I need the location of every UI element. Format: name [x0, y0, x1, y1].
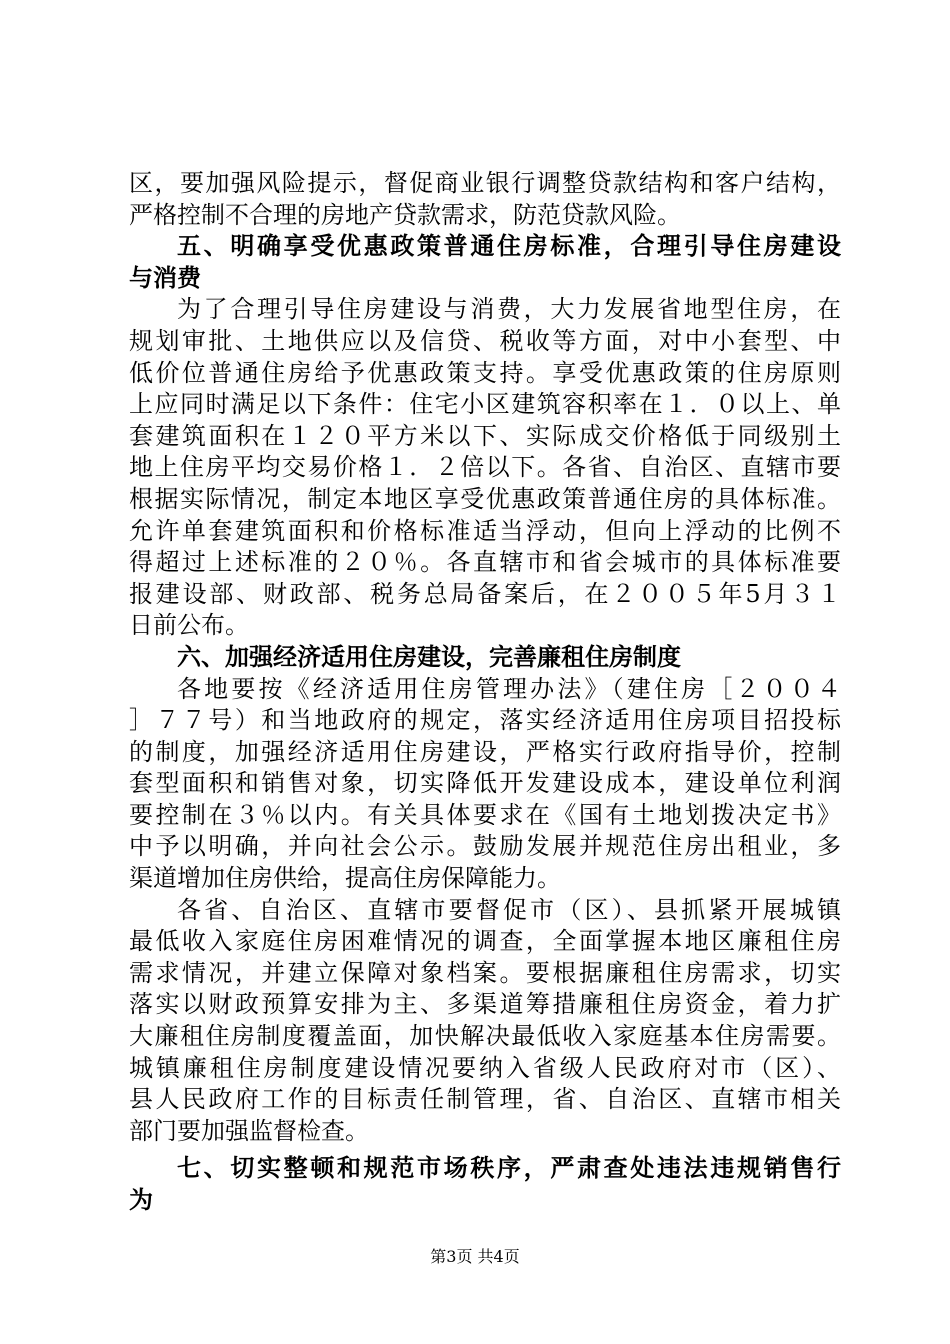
- paragraph-line: 的制度，加强经济适用住房建设，严格实行政府指导价，控制: [129, 737, 841, 766]
- paragraph-line: 大廉租住房制度覆盖面，加快解决最低收入家庭基本住房需要。: [129, 1022, 841, 1051]
- paragraph-line: 渠道增加住房供给，提高住房保障能力。: [129, 864, 561, 893]
- page-footer: 第3页 共4页: [430, 1247, 520, 1266]
- section-heading-line: 七、切实整顿和规范市场秩序，严肃查处违法违规销售行: [177, 1154, 841, 1183]
- paragraph-line: ］７７号）和当地政府的规定，落实经济适用住房项目招投标: [129, 706, 841, 735]
- paragraph-line: 低价位普通住房给予优惠政策支持。享受优惠政策的住房原则: [129, 358, 841, 387]
- paragraph-line: 得超过上述标准的２０％。各直辖市和省会城市的具体标准要: [129, 548, 841, 577]
- paragraph-line: 允许单套建筑面积和价格标准适当浮动，但向上浮动的比例不: [129, 516, 841, 545]
- paragraph-line: 需求情况，并建立保障对象档案。要根据廉租住房需求，切实: [129, 958, 841, 987]
- paragraph-line: 部门要加强监督检查。: [129, 1116, 369, 1145]
- paragraph-line: 规划审批、土地供应以及信贷、税收等方面，对中小套型、中: [129, 326, 841, 355]
- section-heading-line: 与消费: [129, 263, 201, 292]
- section-heading-line: 五、明确享受优惠政策普通住房标准，合理引导住房建设: [177, 232, 841, 261]
- paragraph-line: 套型面积和销售对象，切实降低开发建设成本，建设单位利润: [129, 769, 841, 798]
- document-body: [129, 168, 841, 1217]
- paragraph-line: 为了合理引导住房建设与消费，大力发展省地型住房，在: [177, 295, 841, 324]
- section-heading-line: 为: [129, 1186, 153, 1214]
- paragraph-line: 地上住房平均交易价格１．２倍以下。各省、自治区、直辖市要: [129, 453, 841, 482]
- paragraph-line: 严格控制不合理的房地产贷款需求，防范贷款风险。: [129, 200, 681, 229]
- paragraph-line: 各地要按《经济适用住房管理办法》（建住房［２００４: [177, 674, 841, 703]
- paragraph-line: 日前公布。: [129, 611, 249, 640]
- paragraph-line: 区，要加强风险提示，督促商业银行调整贷款结构和客户结构，: [129, 169, 841, 197]
- paragraph-line: 套建筑面积在１２０平方米以下、实际成交价格低于同级别土: [129, 421, 841, 450]
- section-heading-line: 六、加强经济适用住房建设，完善廉租住房制度: [177, 642, 681, 671]
- paragraph-line: 最低收入家庭住房困难情况的调查，全面掌握本地区廉租住房: [129, 927, 841, 956]
- paragraph-line: 根据实际情况，制定本地区享受优惠政策普通住房的具体标准。: [129, 484, 841, 513]
- paragraph-line: 中予以明确，并向社会公示。鼓励发展并规范住房出租业，多: [129, 832, 841, 861]
- paragraph-line: 要控制在３％以内。有关具体要求在《国有土地划拨决定书》: [129, 800, 841, 829]
- paragraph-line: 县人民政府工作的目标责任制管理，省、自治区、直辖市相关: [129, 1085, 841, 1114]
- paragraph-line: 报建设部、财政部、税务总局备案后，在２００５年5月３１: [129, 579, 841, 608]
- paragraph-line: 落实以财政预算安排为主、多渠道筹措廉租住房资金，着力扩: [129, 990, 841, 1019]
- paragraph-line: 上应同时满足以下条件：住宅小区建筑容积率在１．０以上、单: [129, 390, 841, 419]
- paragraph-line: 各省、自治区、直辖市要督促市（区）、县抓紧开展城镇: [177, 895, 841, 924]
- paragraph-line: 城镇廉租住房制度建设情况要纳入省级人民政府对市（区）、: [129, 1053, 841, 1082]
